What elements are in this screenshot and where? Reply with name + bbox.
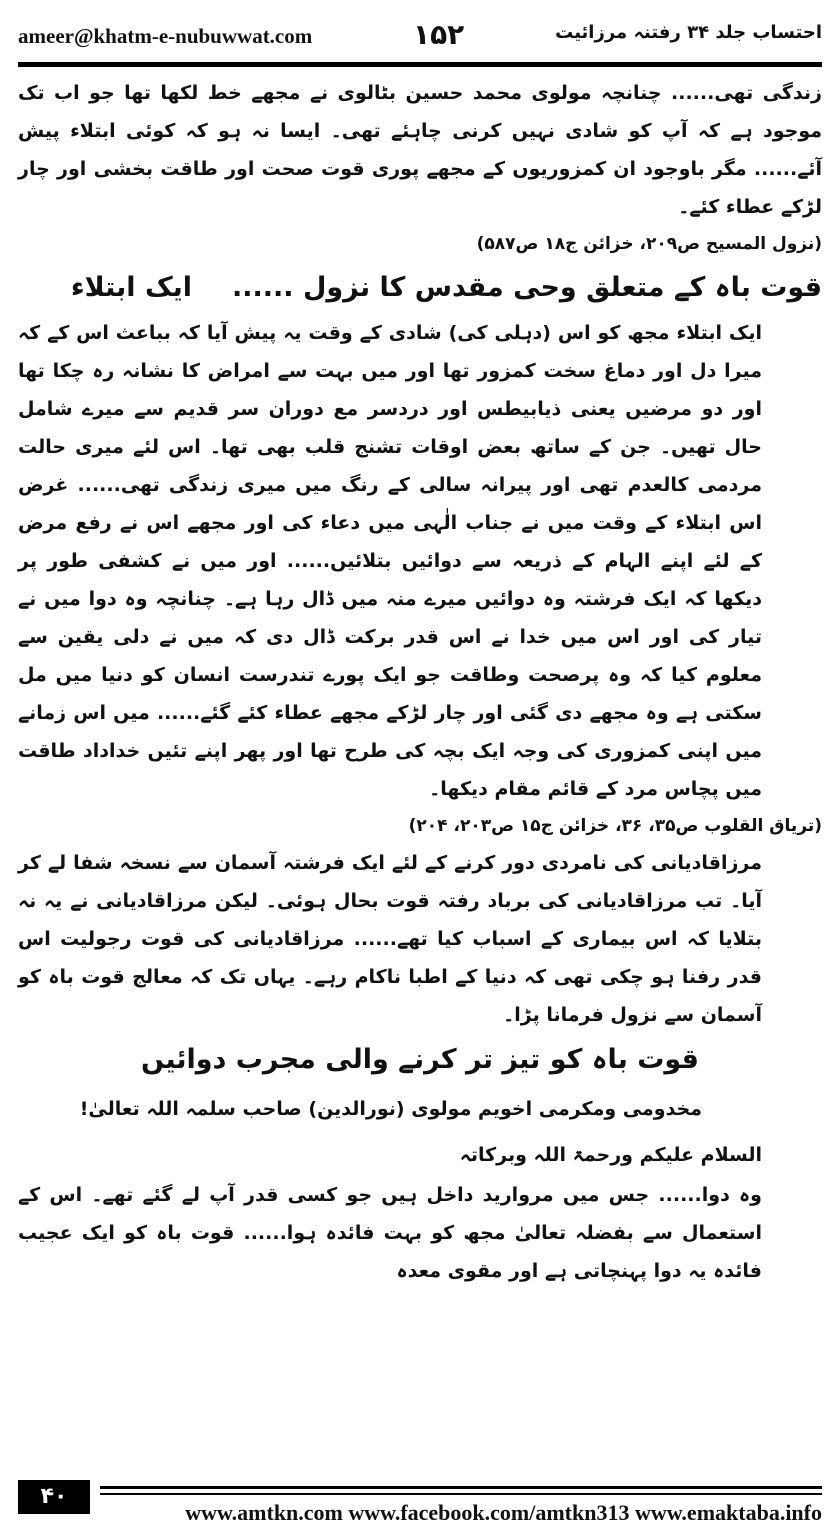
paragraph-3: مرزاقادیانی کی نامردی دور کرنے کے لئے ایک فرشتہ آسمان سے نسخہ شفا لے کر آیا۔ تب مرزاقادیانی کی برباد رفتہ قوت بحال ہوئی۔ لیکن مرزاقادیانی نے یہ نہ بتلایا کہ اس بیماری کے اسباب کیا تھے...... مرزاقادیانی کی قوت رجولیت اس قدر رفنا ہو چکی تھی کہ دنیا کے اطبا ناکام رہے۔ یہاں تک کہ معالج قوت باہ کو آسمان سے نزول فرمانا پڑا۔: [18, 852, 762, 1026]
footer-links: www.amtkn.com www.facebook.com/amtkn313 www.emaktaba.info: [185, 1500, 822, 1525]
reference-1: (نزول المسیح ص۲۰۹، خزائن ج۱۸ ص۵۸۷): [476, 234, 822, 254]
section-heading-1-sub: ایک ابتلاء: [70, 272, 193, 303]
header-book-title: احتساب جلد ۳۴ رفتنہ مرزائیت: [555, 22, 822, 43]
letter-salaam: السلام علیکم ورحمۃ اللہ وبرکاتہ: [459, 1144, 762, 1166]
header-page-number: ۱۵۲: [413, 18, 465, 51]
page-header: [18, 14, 822, 60]
page-body: [18, 74, 822, 1290]
section-heading-1: [18, 264, 822, 312]
section-heading-1-main: قوت باہ کے متعلق وحی مقدس کا نزول ......: [232, 272, 822, 303]
reference-2: (تریاق القلوب ص۳۵، ۳۶، خزائن ج۱۵ ص۲۰۳، ۲۰۴): [408, 816, 822, 836]
paragraph-4: وہ دوا...... جس میں مروارید داخل ہیں جو کسی قدر آپ لے گئے تھے۔ اس کے استعمال سے بفضلہ تعالیٰ مجھ کو بہت فائدہ ہوا...... قوت باہ کو ایک عجیب فائدہ یہ دوا پہنچاتی ہے اور مقوی معدہ: [18, 1184, 762, 1282]
letter-greeting: مخدومی ومکرمی اخویم مولوی (نورالدین) صاحب سلمہ اللہ تعالیٰ!: [79, 1098, 702, 1120]
paragraph-2: ایک ابتلاء مجھ کو اس (دہلی کی) شادی کے وقت یہ پیش آیا کہ بباعث اس کے کہ میرا دل اور دماغ سخت کمزور تھا اور میں بہت سے امراض کا نشانہ رہ چکا تھا اور دو مرضیں یعنی ذیابیطس اور دردسر مع دوران سر قدیم سے میرے شامل حال تھیں۔ جن کے ساتھ بعض اوقات تشنج قلب بھی تھا۔ اس لئے میری حالت مردمی کالعدم تھی اور پیرانہ سالی کے رنگ میں میری زندگی تھی...... غرض اس ابتلاء کے وقت میں نے جناب الٰہی میں دعاء کی اور مجھے اس نے رفع مرض کے لئے اپنے الہام کے ذریعہ سے دوائیں بتلائیں...... اور میں نے کشفی طور پر دیکھا کہ ایک فرشتہ وہ دوائیں میرے منہ میں ڈال رہا ہے۔ چنانچہ وہ دوا میں نے تیار کی اور اس میں خدا نے اس قدر برکت ڈال دی کہ میں نے دلی یقین سے معلوم کیا کہ وہ پرصحت وطاقت جو ایک پورے تندرست انسان کو دنیا میں مل سکتی ہے وہ مجھے دی گئی اور چار لڑکے مجھے عطاء کئے گئے...... میں اس زمانے میں اپنی کمزوری کی وجہ ایک بچہ کی طرح تھا اور پھر اپنے تئیں خداداد طاقت میں پچاس مرد کے قائم مقام دیکھا۔: [18, 322, 762, 800]
paragraph-1: زندگی تھی...... چنانچہ مولوی محمد حسین بٹالوی نے مجھے خط لکھا تھا جو اب تک موجود ہے کہ آپ کو شادی نہیں کرنی چاہئے تھی۔ ایسا نہ ہو کہ کوئی ابتلاء پیش آئے...... مگر باوجود ان کمزوریوں کے مجھے پوری قوت صحت اور طاقت بخشی اور چار لڑکے عطاء کئے۔: [18, 82, 822, 218]
footer-divider-top: [100, 1486, 822, 1489]
footer-page-badge: ۴۰: [18, 1480, 90, 1514]
header-divider: [18, 62, 822, 67]
section-heading-2: قوت باہ کو تیز تر کرنے والی مجرب دوائیں: [141, 1044, 699, 1075]
header-email: ameer@khatm-e-nubuwwat.com: [18, 24, 313, 48]
footer-divider-bottom: [100, 1493, 822, 1495]
